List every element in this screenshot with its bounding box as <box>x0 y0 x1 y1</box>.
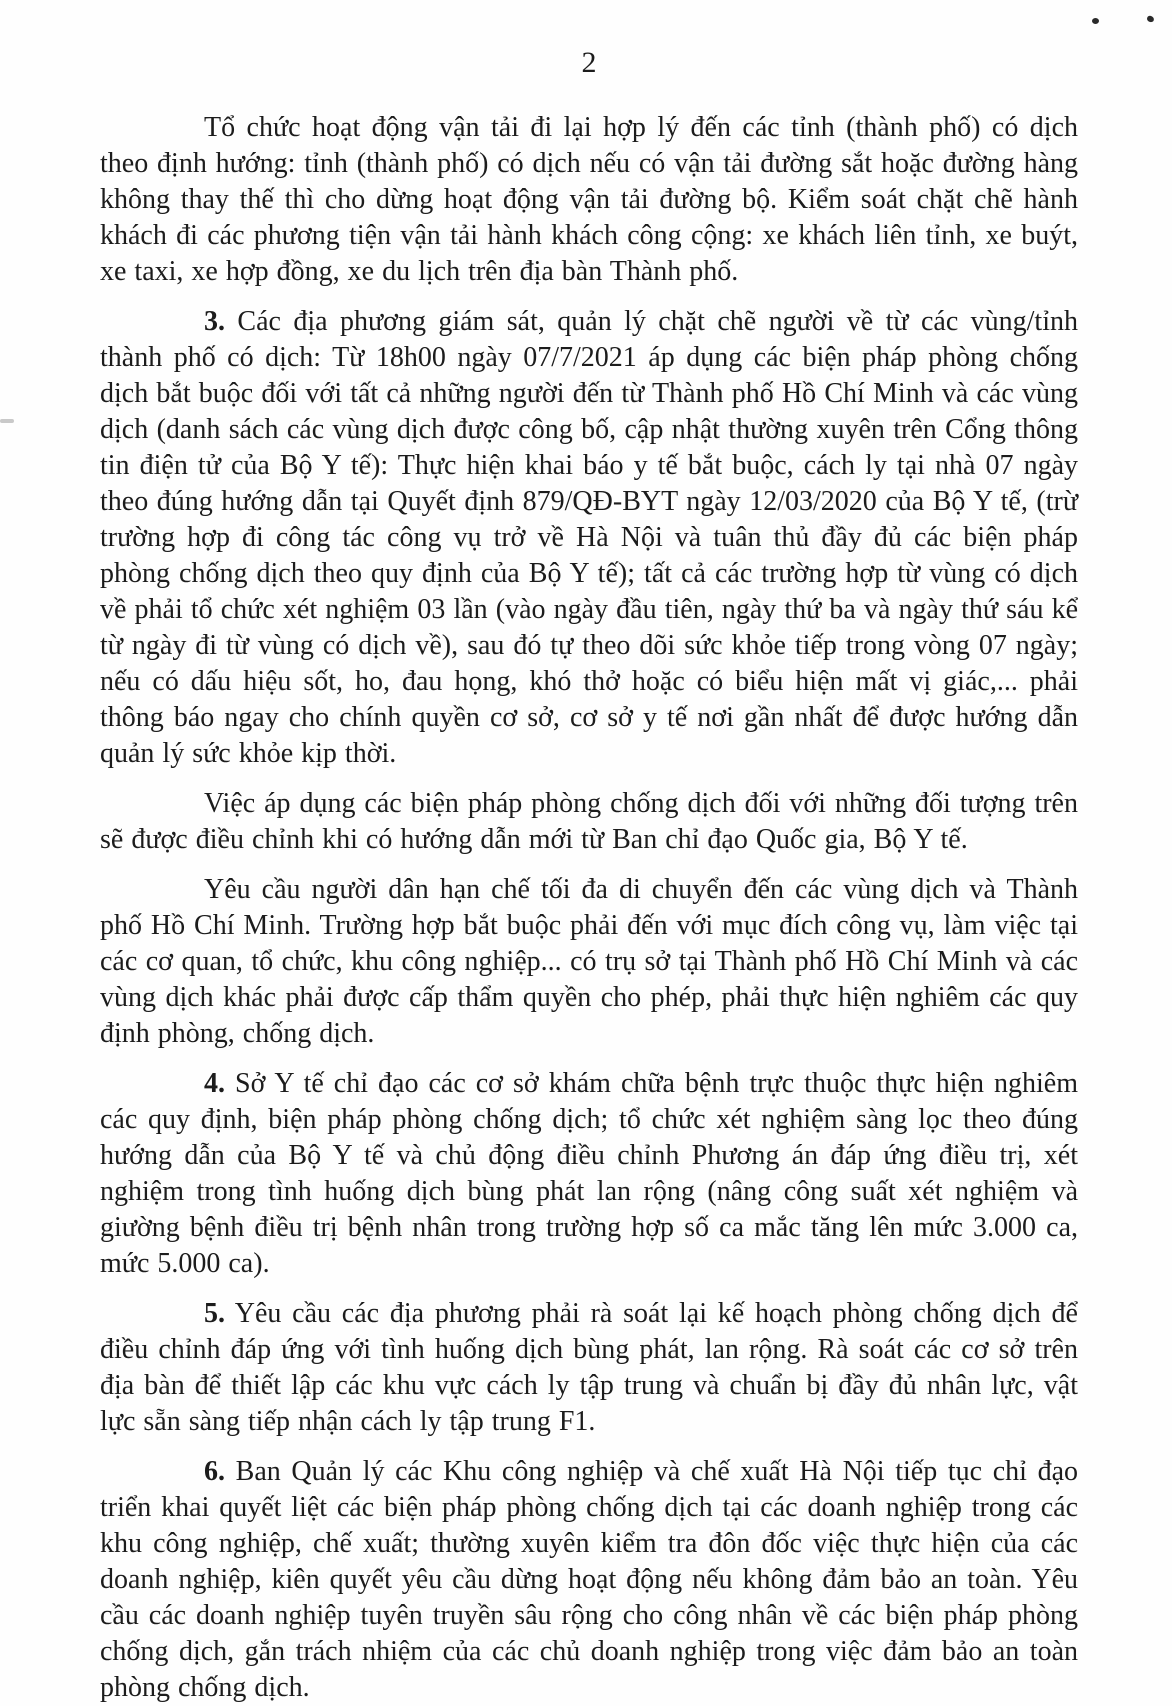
paragraph-item-5 <box>100 1296 1078 1440</box>
paragraph-text: Sở Y tế chỉ đạo các cơ sở khám chữa bệnh trực thuộc thực hiện nghiêm các quy định, biện pháp phòng chống dịch; tổ chức xét nghiệm sàng lọc theo đúng hướng dẫn của Bộ Y tế và chủ động điều chỉnh Phương án đáp ứng điều trị, xét nghiệm trong tình huống dịch bùng phát lan rộng (nâng công suất xét nghiệm và giường bệnh điều trị bệnh nhân trong trường hợp số ca mắc tăng lên mức 3.000 ca, mức 5.000 ca). <box>100 1068 1078 1279</box>
paragraph-travel-restriction <box>100 872 1078 1052</box>
paragraph-text: Việc áp dụng các biện pháp phòng chống dịch đối với những đối tượng trên sẽ được điều chỉnh khi có hướng dẫn mới từ Ban chỉ đạo Quốc gia, Bộ Y tế. <box>100 788 1078 855</box>
page-number: 2 <box>581 46 597 79</box>
paragraph-adjustment-note <box>100 786 1078 858</box>
paragraph-item-3 <box>100 304 1078 772</box>
paragraph-text: Yêu cầu người dân hạn chế tối đa di chuyển đến các vùng dịch và Thành phố Hồ Chí Minh. Trường hợp bắt buộc phải đến với mục đích công vụ, làm việc tại các cơ quan, tổ chức, khu công nghiệp... có trụ sở tại Thành phố Hồ Chí Minh và các vùng dịch khác phải được cấp thẩm quyền cho phép, phải thực hiện nghiêm các quy định phòng, chống dịch. <box>100 874 1078 1049</box>
scan-artifact-dot <box>1146 15 1155 23</box>
paragraph-transport <box>100 110 1078 290</box>
paragraph-text: Các địa phương giám sát, quản lý chặt chẽ người về từ các vùng/tỉnh thành phố có dịch: Từ 18h00 ngày 07/7/2021 áp dụng các biện pháp phòng chống dịch bắt buộc đối với tất cả những người đến từ Thành phố Hồ Chí Minh và các vùng dịch (danh sách các vùng dịch được công bố, cập nhật thường xuyên trên Cổng thông tin điện tử của Bộ Y tế): Thực hiện khai báo y tế bắt buộc, cách ly tại nhà 07 ngày theo đúng hướng dẫn tại Quyết định 879/QĐ-BYT ngày 12/03/2020 của Bộ Y tế, (trừ trường hợp đi công tác công vụ trở về Hà Nội và tuân thủ đầy đủ các biện pháp phòng chống dịch theo quy định của Bộ Y tế); tất cả các trường hợp từ vùng có dịch về phải tổ chức xét nghiệm 03 lần (vào ngày đầu tiên, ngày thứ ba và ngày thứ sáu kể từ ngày đi từ vùng có dịch về), sau đó tự theo dõi sức khỏe tiếp trong vòng 07 ngày; nếu có dấu hiệu sốt, ho, đau họng, khó thở hoặc có biểu hiện mất vị giác,... phải thông báo ngay cho chính quyền cơ sở, cơ sở y tế nơi gần nhất để được hướng dẫn quản lý sức khỏe kịp thời. <box>100 306 1078 769</box>
paragraph-item-4 <box>100 1066 1078 1282</box>
paragraph-number: 6. <box>204 1456 225 1487</box>
paragraph-number: 5. <box>204 1298 225 1329</box>
paragraph-text: Yêu cầu các địa phương phải rà soát lại kế hoạch phòng chống dịch để điều chỉnh đáp ứng với tình huống dịch bùng phát, lan rộng. Rà soát các cơ sở trên địa bàn để thiết lập các khu vực cách ly tập trung và chuẩn bị đầy đủ nhân lực, vật lực sẵn sàng tiếp nhận cách ly tập trung F1. <box>100 1298 1078 1437</box>
paragraph-item-6 <box>100 1454 1078 1706</box>
paragraph-text: Tổ chức hoạt động vận tải đi lại hợp lý đến các tỉnh (thành phố) có dịch theo định hướng: tỉnh (thành phố) có dịch nếu có vận tải đường sắt hoặc đường hàng không thay thế thì cho dừng hoạt động vận tải đường bộ. Kiểm soát chặt chẽ hành khách đi các phương tiện vận tải hành khách công cộng: xe khách liên tỉnh, xe buýt, xe taxi, xe hợp đồng, xe du lịch trên địa bàn Thành phố. <box>100 112 1078 287</box>
document-body <box>100 110 1078 1706</box>
scan-artifact-dot <box>1092 18 1099 24</box>
paragraph-number: 3. <box>204 306 225 337</box>
paragraph-text: Ban Quản lý các Khu công nghiệp và chế xuất Hà Nội tiếp tục chỉ đạo triển khai quyết liệt các biện pháp phòng chống dịch tại các doanh nghiệp trong các khu công nghiệp, chế xuất; thường xuyên kiểm tra đôn đốc việc thực hiện của các doanh nghiệp, kiên quyết yêu cầu dừng hoạt động nếu không đảm bảo an toàn. Yêu cầu các doanh nghiệp tuyên truyền sâu rộng cho công nhân về các biện pháp phòng chống dịch, gắn trách nhiệm của các chủ doanh nghiệp trong việc đảm bảo an toàn phòng chống dịch. <box>100 1456 1078 1703</box>
scan-artifact-smudge <box>0 419 14 423</box>
paragraph-number: 4. <box>204 1068 225 1099</box>
